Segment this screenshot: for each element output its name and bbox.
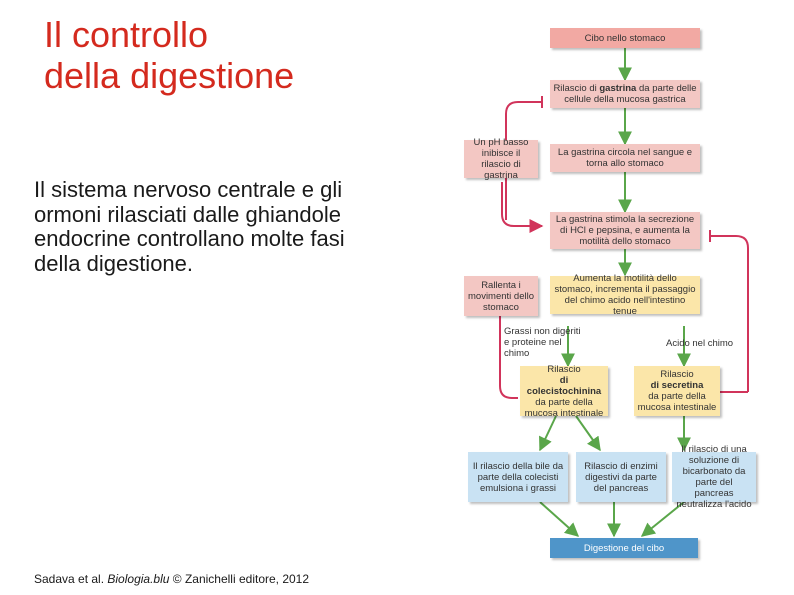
box-food-digestion: Digestione del cibo: [550, 538, 698, 558]
slide-title-line2: della digestione: [44, 55, 295, 96]
arrow-bile-to-digestion: [540, 502, 578, 536]
slide-body-text: Il sistema nervoso centrale e gli ormoni rilasciati dalle ghiandole endocrine controllano molte fasi della digestione.: [34, 177, 345, 276]
gastrin-release-text: [553, 83, 697, 105]
arrow-cck-to-enzymes: [576, 416, 600, 450]
slide-title-line1: Il controllo: [44, 14, 209, 55]
box-slows-stomach: Rallenta i movimenti dello stomaco: [464, 276, 538, 316]
box-motility-increase: Aumenta la motilità dello stomaco, incrementa il passaggio del chimo acido nell'intestino tenue: [550, 276, 700, 314]
box-secretin-release: [634, 366, 720, 416]
credit-suffix: © Zanichelli editore, 2012: [169, 572, 310, 586]
label-acid-chyme: Acido nel chimo: [666, 338, 734, 349]
secretin-line-a: Rilascio: [660, 369, 694, 380]
credit-book-title: Biologia.blu: [107, 572, 170, 586]
secretin-line-c: da parte della mucosa intestinale: [637, 391, 717, 413]
box-bicarbonate-release: Il rilascio di una soluzione di bicarbonato da parte del pancreas neutralizza l'acido: [672, 452, 756, 502]
gastrin-release-b: gastrina: [599, 83, 637, 94]
gastrin-release-c: da parte delle cellule della mucosa gastrica: [564, 83, 697, 105]
secretin-line-b: di secretina: [650, 380, 704, 391]
box-enzyme-release: Rilascio di enzimi digestivi da parte del pancreas: [576, 452, 666, 502]
slide-title: [44, 14, 404, 96]
box-bile-release: Il rilascio della bile da parte della colecisti emulsiona i grassi: [468, 452, 568, 502]
label-fats-proteins: Grassi non digeriti e proteine nel chimo: [504, 326, 581, 359]
box-gastrin-release: [550, 80, 700, 108]
cck-line-a: Rilascio: [547, 363, 581, 375]
box-low-ph: Un pH basso inibisce il rilascio di gastrina: [464, 140, 538, 178]
arrow-low-ph: [502, 182, 542, 226]
box-cck-release: [520, 363, 608, 419]
gastrin-release-a: Rilascio di: [553, 83, 600, 94]
cck-line-c: da parte della mucosa intestinale: [524, 396, 604, 419]
cck-line-b: di colecistochinina: [526, 374, 602, 397]
credit-prefix: Sadava et al.: [34, 572, 108, 586]
credit-line: [34, 572, 309, 586]
box-food-in-stomach: Cibo nello stomaco: [550, 28, 700, 48]
box-gastrin-circulates: La gastrina circola nel sangue e torna allo stomaco: [550, 144, 700, 172]
digestion-control-diagram: [458, 20, 758, 568]
box-gastrin-stimulates: La gastrina stimola la secrezione di HCl e pepsina, e aumenta la motilità dello stomaco: [550, 212, 700, 249]
arrow-cck-to-bile: [540, 416, 556, 450]
